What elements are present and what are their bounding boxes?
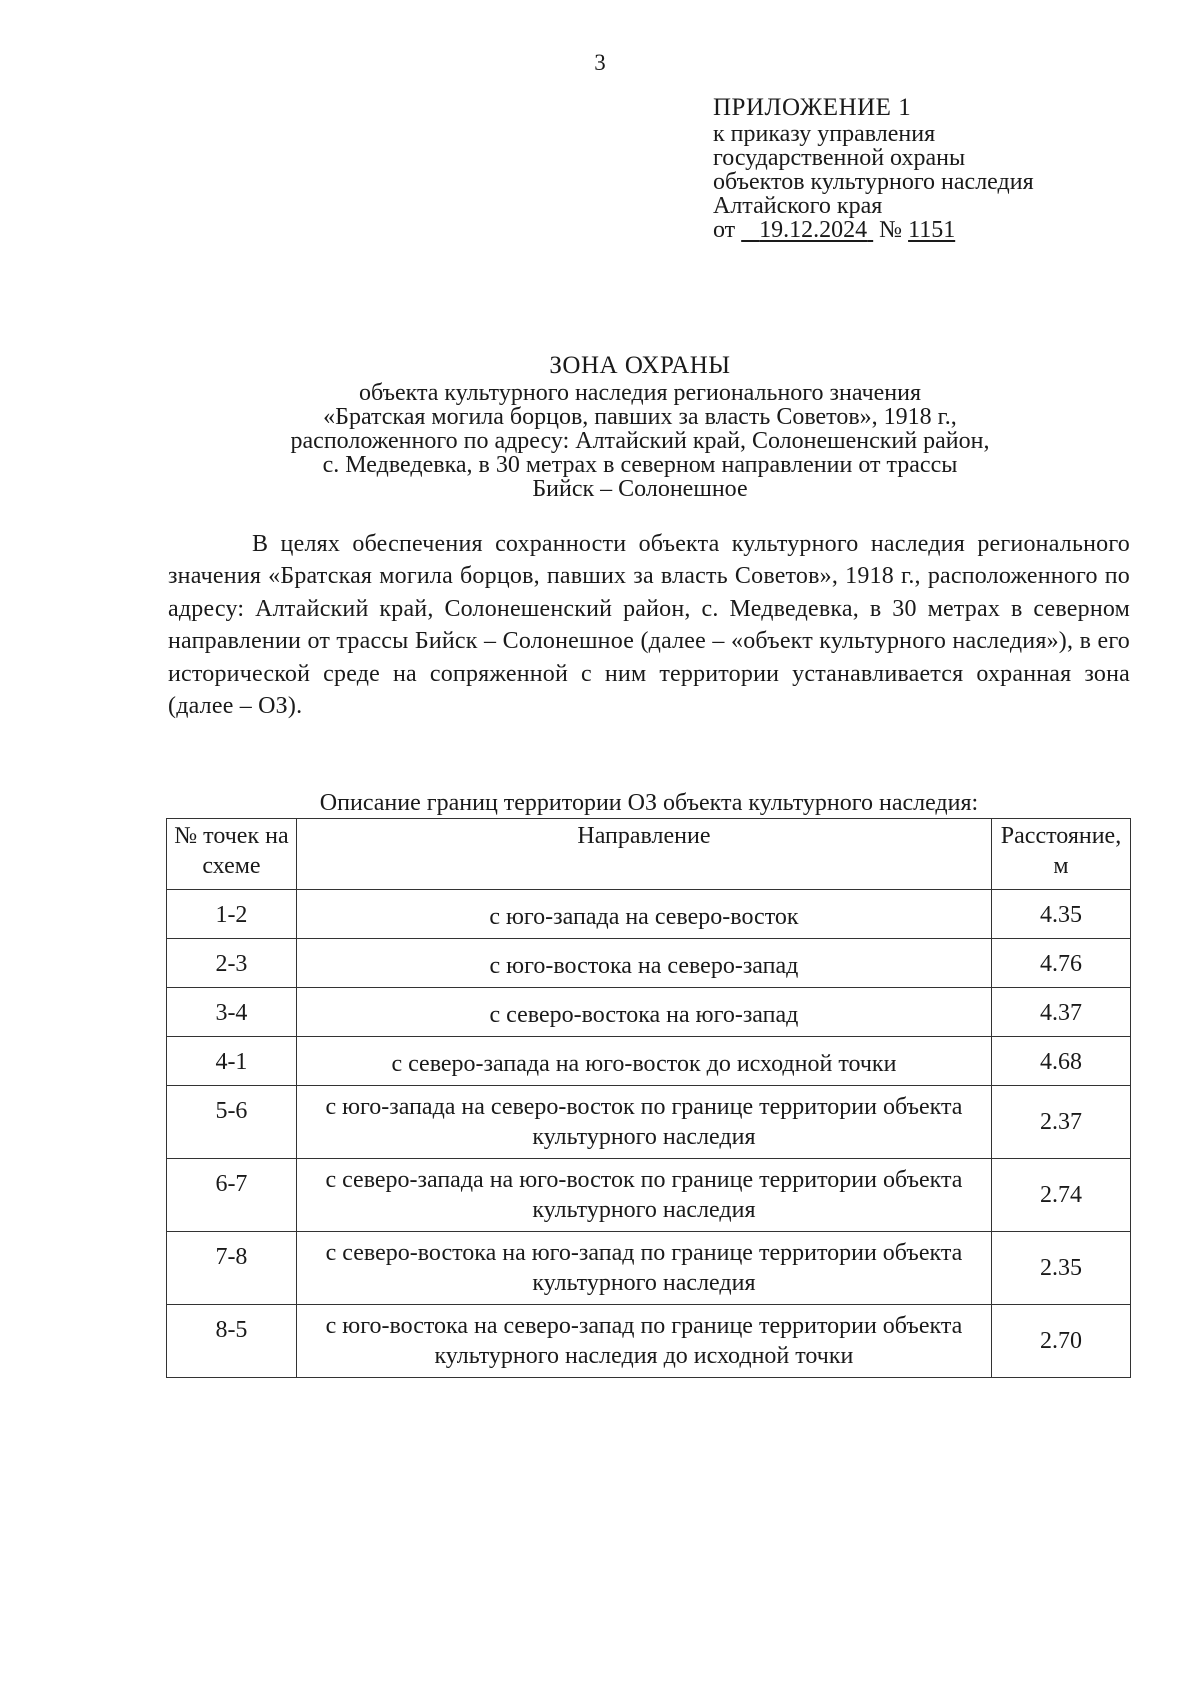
document-title: ЗОНА ОХРАНЫ (549, 352, 731, 379)
cell-direction: с юго-востока на северо-запад по границе территории объекта культурного наследия до исходной точки (296, 1305, 991, 1378)
appendix-line: объектов культурного наследия (713, 169, 1034, 195)
table-row (167, 1305, 1131, 1378)
table-caption: Описание границ территории ОЗ объекта культурного наследия: (319, 790, 979, 816)
cell-direction: с северо-запада на юго-восток до исходной точки (296, 1037, 991, 1086)
table-row (167, 890, 1131, 939)
order-date-line (713, 218, 1153, 242)
appendix-line: к приказу управления (713, 121, 936, 147)
appendix-header (713, 96, 1153, 242)
appendix-title: ПРИЛОЖЕНИЕ 1 (713, 94, 912, 121)
order-number: 1151 (908, 217, 956, 243)
table-row (167, 939, 1131, 988)
cell-distance: 4.68 (992, 1037, 1131, 1086)
cell-points: 2-3 (167, 939, 297, 988)
cell-distance: 4.35 (992, 890, 1131, 939)
header-direction: Направление (296, 819, 991, 890)
appendix-line: Алтайского края (713, 193, 883, 219)
page-number: 3 (594, 50, 606, 75)
table-row (167, 1037, 1131, 1086)
table-row (167, 988, 1131, 1037)
subtitle-line: Бийск – Солонешное (532, 476, 748, 502)
subtitle-line: расположенного по адресу: Алтайский край, Солонешенский район, (290, 428, 990, 454)
cell-direction: с северо-востока на юго-запад по границе территории объекта культурного наследия (296, 1232, 991, 1305)
zone-title-block (200, 354, 1080, 501)
cell-distance: 4.76 (992, 939, 1131, 988)
order-date: 19.12.2024 (759, 217, 868, 243)
cell-points: 8-5 (167, 1305, 297, 1378)
table-header-row (167, 819, 1131, 890)
cell-direction: с юго-запада на северо-восток (296, 890, 991, 939)
table-row (167, 1159, 1131, 1232)
cell-distance: 2.70 (992, 1305, 1131, 1378)
cell-direction: с юго-востока на северо-запад (296, 939, 991, 988)
date-prefix: от (713, 217, 736, 243)
cell-distance: 2.37 (992, 1086, 1131, 1159)
number-prefix: № (879, 217, 903, 243)
cell-direction: с северо-востока на юго-запад (296, 988, 991, 1037)
appendix-line: государственной охраны (713, 145, 966, 171)
cell-points: 6-7 (167, 1159, 297, 1232)
table-row (167, 1086, 1131, 1159)
subtitle-line: «Братская могила борцов, павших за власть Советов», 1918 г., (323, 404, 957, 430)
cell-points: 7-8 (167, 1232, 297, 1305)
header-points: № точек на схеме (167, 819, 297, 890)
cell-direction: с северо-запада на юго-восток по границе территории объекта культурного наследия (296, 1159, 991, 1232)
header-distance: Расстояние, м (992, 819, 1131, 890)
cell-direction: с юго-запада на северо-восток по границе территории объекта культурного наследия (296, 1086, 991, 1159)
cell-distance: 2.74 (992, 1159, 1131, 1232)
cell-points: 1-2 (167, 890, 297, 939)
subtitle-line: объекта культурного наследия регионального значения (358, 380, 922, 406)
subtitle-line: с. Медведевка, в 30 метрах в северном направлении от трассы (322, 452, 958, 478)
cell-points: 3-4 (167, 988, 297, 1037)
intro-paragraph: В целях обеспечения сохранности объекта культурного наследия регионального значения «Братская могила борцов, павших за власть Советов», 1918 г., расположенного по адресу: Алтайский край, Солонешенский район, с. Медведевка, в 30 метрах в северном направлении от трассы Бийск – Солонешное (далее – «объект культурного наследия»), в его исторической среде на сопряженной с ним территории устанавливается охранная зона (далее – ОЗ). (168, 531, 1130, 720)
cell-distance: 2.35 (992, 1232, 1131, 1305)
cell-distance: 4.37 (992, 988, 1131, 1037)
cell-points: 5-6 (167, 1086, 297, 1159)
table-row (167, 1232, 1131, 1305)
cell-points: 4-1 (167, 1037, 297, 1086)
boundary-table (166, 818, 1131, 1378)
